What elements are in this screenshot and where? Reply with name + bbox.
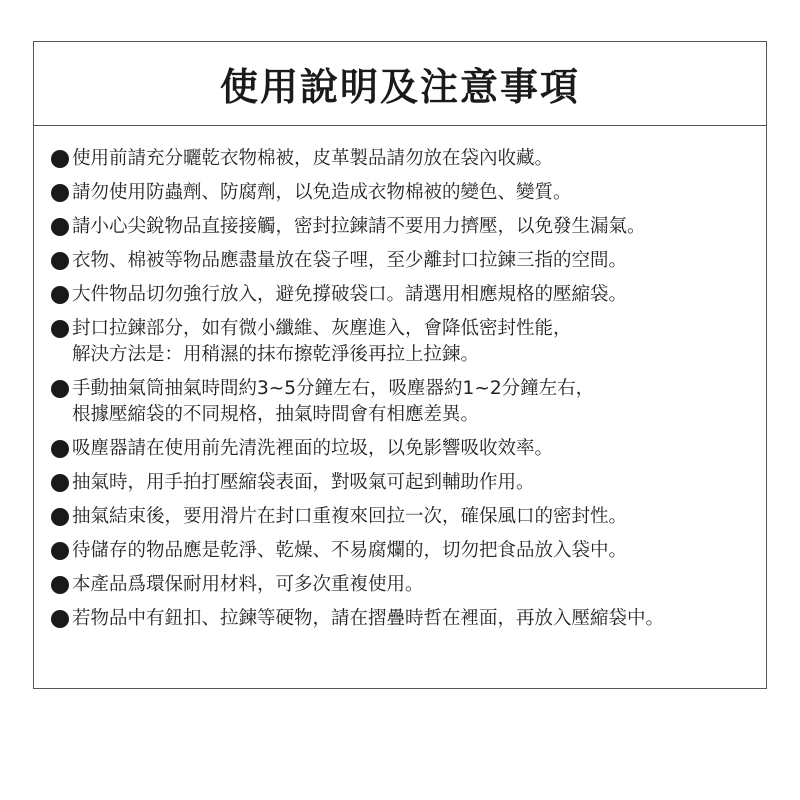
list-item <box>51 572 756 598</box>
list-item-text <box>72 248 756 274</box>
list-item-line: 封口拉鍊部分，如有微小纖維、灰塵進入，會降低密封性能， <box>72 318 572 339</box>
list-item-text <box>72 470 756 496</box>
list-item-text <box>72 282 756 308</box>
list-item <box>51 248 756 274</box>
list-item-line: 手動抽氣筒抽氣時間約3~5分鐘左右，吸塵器約1~2分鐘左右， <box>72 378 595 399</box>
bullet-icon <box>51 440 69 458</box>
list-item <box>51 606 756 632</box>
bullet-icon <box>51 218 69 236</box>
list-item <box>51 376 756 428</box>
list-item-line: 解決方法是：用稍濕的抹布擦乾淨後再拉上拉鍊。 <box>72 344 480 365</box>
bullet-icon <box>51 508 69 526</box>
bullet-icon <box>51 320 69 338</box>
list-item <box>51 214 756 240</box>
bullet-icon <box>51 286 69 304</box>
notice-header <box>34 42 766 126</box>
list-item-line: 根據壓縮袋的不同規格，抽氣時間會有相應差異。 <box>72 404 480 425</box>
list-item-line: 請勿使用防蟲劑、防腐劑，以免造成衣物棉被的變色、變質。 <box>72 182 572 203</box>
list-item-line: 吸塵器請在使用前先清洗裡面的垃圾，以免影響吸收效率。 <box>72 438 554 459</box>
bullet-icon <box>51 610 69 628</box>
list-item-line: 若物品中有鈕扣、拉鍊等硬物，請在摺疊時哲在裡面，再放入壓縮袋中。 <box>72 608 665 629</box>
bullet-icon <box>51 542 69 560</box>
notice-box <box>33 41 767 689</box>
list-item-line: 待儲存的物品應是乾淨、乾燥、不易腐爛的，切勿把食品放入袋中。 <box>72 540 628 561</box>
list-item-line: 抽氣結束後，要用滑片在封口重複來回拉一次，確保風口的密封性。 <box>72 506 628 527</box>
list-item-line: 衣物、棉被等物品應盡量放在袋子哩，至少離封口拉鍊三指的空間。 <box>72 250 628 271</box>
bullet-icon <box>51 576 69 594</box>
list-item-text <box>72 214 756 240</box>
list-item-text <box>72 572 756 598</box>
list-item-line: 請小心尖銳物品直接接觸，密封拉鍊請不要用力擠壓，以免發生漏氣。 <box>72 216 646 237</box>
list-item-text <box>72 316 756 368</box>
page-title: 使用說明及注意事項 <box>219 65 580 109</box>
list-item-text <box>72 504 756 530</box>
list-item <box>51 538 756 564</box>
bullet-icon <box>51 252 69 270</box>
list-item-text <box>72 146 756 172</box>
list-item <box>51 282 756 308</box>
bullet-icon <box>51 380 69 398</box>
list-item <box>51 504 756 530</box>
bullet-icon <box>51 474 69 492</box>
list-item-line: 大件物品切勿強行放入，避免撐破袋口。請選用相應規格的壓縮袋。 <box>72 284 628 305</box>
list-item-text <box>72 606 756 632</box>
list-item <box>51 146 756 172</box>
list-item-line: 抽氣時，用手拍打壓縮袋表面，對吸氣可起到輔助作用。 <box>72 472 535 493</box>
list-item-line: 本產品爲環保耐用材料，可多次重複使用。 <box>72 574 424 595</box>
list-item <box>51 436 756 462</box>
list-item <box>51 180 756 206</box>
list-item <box>51 316 756 368</box>
list-item-line: 使用前請充分曬乾衣物棉被，皮革製品請勿放在袋內收藏。 <box>72 148 554 169</box>
list-item-text <box>72 436 756 462</box>
bullet-icon <box>51 184 69 202</box>
list-item-text <box>72 538 756 564</box>
notice-list <box>51 146 756 640</box>
list-item-text <box>72 180 756 206</box>
list-item <box>51 470 756 496</box>
bullet-icon <box>51 150 69 168</box>
list-item-text <box>72 376 756 428</box>
